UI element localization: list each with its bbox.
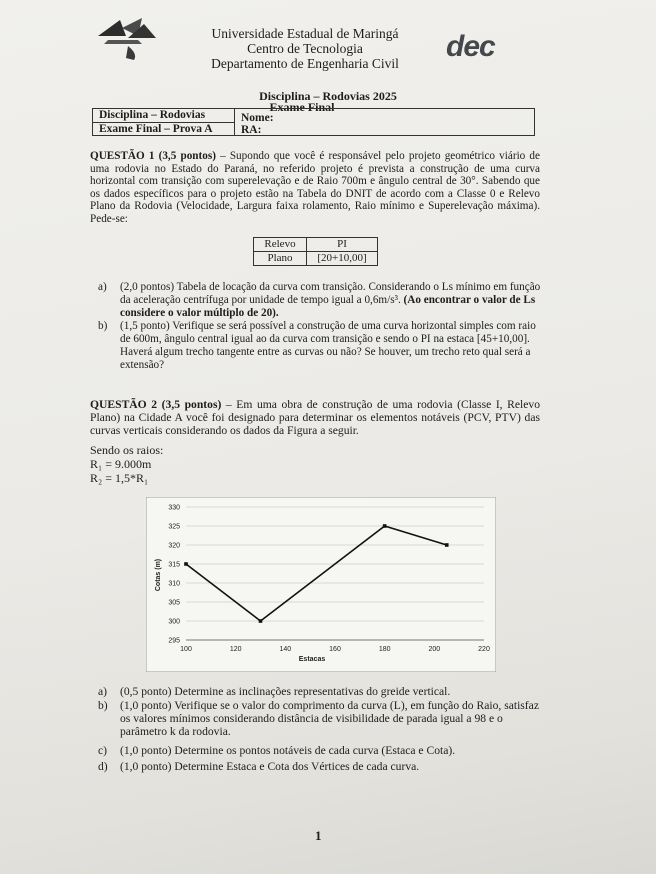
exam-label: Exame Final – Prova A [99,123,213,135]
question-1a-text: (2,0 pontos) Tabela de locação da curva com transição. Considerando o Ls mínimo em função da aceleração centrífuga por unidade de tempo igual a 0,6m/s³. [120,281,541,306]
name-field-label: Nome: [241,112,274,124]
y-tick-label: 315 [168,561,180,569]
x-tick-label: 100 [180,646,192,653]
x-tick-label: 160 [329,646,341,653]
vertical-profile-chart [146,497,496,672]
x-tick-label: 140 [279,646,292,653]
question-2-item [98,685,544,698]
radii-intro: Sendo os raios: [90,443,164,457]
department-logo: dec [446,30,495,63]
discipline-label: Disciplina – Rodovias [99,109,206,121]
profile-point [445,543,449,547]
radius-1: R₁ = 9.000m [90,457,152,471]
y-tick-label: 325 [168,523,180,531]
y-tick-label: 300 [168,618,180,626]
exam-title: Disciplina – Rodovias 2025 [259,89,397,103]
table-header-relevo: Relevo [254,238,307,252]
question-2-item [98,744,544,757]
y-tick-label: 305 [168,599,180,607]
profile-point [184,562,188,566]
question-1a-note: (Ao encontrar o valor de Ls considere o valor múltiplo de 20). [120,294,536,319]
question-2-item-text: (1,0 ponto) Verifique se o valor do comprimento da curva (L), em função do Raio, satisfaz os valores mínimos considerando distância de visibilidade de parada igual a 98 e o parâmetro k da rodovia. [120,699,539,738]
question-1b: b) (1,5 ponto) Verifique se será possível a construção de uma curva horizontal simples com raio de 600m, ângulo central igual ao da curva com transição e sendo o PI na estaca [45+10,00]. Haverá algum trecho tangente entre as curvas ou não? Se houver, um trecho reto qual será a extensão? [98,320,544,372]
y-tick-label: 310 [168,580,180,588]
profile-point [259,619,263,623]
question-2-statement [90,398,540,437]
profile-point [383,524,387,528]
question-1-heading: QUESTÃO 1 (3,5 pontos) [90,150,216,162]
page-number: 1 [315,828,322,843]
center-name: Centro de Tecnologia [247,41,363,56]
question-2-item-label: b) [98,699,108,712]
pi-table [253,237,378,266]
question-2-text: – Em uma obra de construção de uma rodovia (Classe I, Relevo Plano) na Cidade A você foi designado para determinar os elementos notáveis (PCV, PTV) das curvas verticais considerando os dados da Figura a seguir. [90,398,541,437]
question-2-item [98,760,544,773]
question-2-heading: QUESTÃO 2 (3,5 pontos) [90,398,222,411]
question-2-item-text: (1,0 ponto) Determine os pontos notáveis de cada curva (Estaca e Cota). [120,744,456,757]
question-2-item-text: (0,5 ponto) Determine as inclinações representativas do greide vertical. [120,685,451,698]
table-header-pi: PI [307,238,378,252]
y-tick-label: 330 [168,504,180,512]
y-axis-label: Cotas (m) [155,558,162,592]
x-tick-label: 200 [428,646,441,653]
question-2-item-label: c) [98,744,108,757]
x-tick-label: 220 [478,646,490,653]
university-logo [98,14,160,60]
question-1b-text: (1,5 ponto) Verifique se será possível a construção de uma curva horizontal simples com raio de 600m, ângulo central igual ao da curva com transição e sendo o PI na estaca [45+10,00]. Haverá algum trecho tangente entre as curvas ou não? Se houver, um trecho reto qual será a extensão? [120,320,536,371]
question-1-statement [90,150,540,226]
question-2-item [98,699,544,738]
radius-2: R₂ = 1,5*R₁ [90,471,149,485]
university-name: Universidade Estadual de Maringá [211,26,399,41]
table-cell-pi: [20+10,00] [307,252,378,266]
ra-field-label: RA: [241,124,262,136]
question-2-item-text: (1,0 ponto) Determine Estaca e Cota dos Vértices de cada curva. [120,760,420,773]
table-cell-relevo: Plano [254,252,307,266]
y-tick-label: 295 [168,637,180,645]
question-1-text: – Supondo que você é responsável pelo projeto geométrico viário de uma rodovia no Estado do Paraná, no referido projeto é prevista a construção de uma curva horizontal com transição com superelevação e de Raio 700m e ângulo central de 30°. Sabendo que os dados específicos para o projeto estão na Tabela do DNIT de acordo com a Classe 0 e Relevo Plano da Rodovia (Velocidade, Largura faixa rolamento, Raio mínimo e Superelevação máxima). Pede-se: [90,150,540,225]
x-axis-label: Estacas [298,656,326,663]
question-1a: a) (2,0 pontos) Tabela de locação da curva com transição. Considerando o Ls mínimo em função da aceleração centrífuga por unidade de tempo igual a 0,6m/s³. (Ao encontrar o valor de Ls considere o valor múltiplo de 20). [98,281,541,319]
exam-subtitle: Exame Final [269,100,335,114]
chart-svg [146,497,496,672]
student-id-box [92,108,535,136]
question-2-item-label: a) [98,685,108,698]
x-tick-label: 180 [378,646,391,653]
department-name: Departamento de Engenharia Civil [211,56,399,71]
x-tick-label: 120 [229,646,242,653]
question-2-item-label: d) [98,760,108,773]
y-tick-label: 320 [168,542,180,550]
